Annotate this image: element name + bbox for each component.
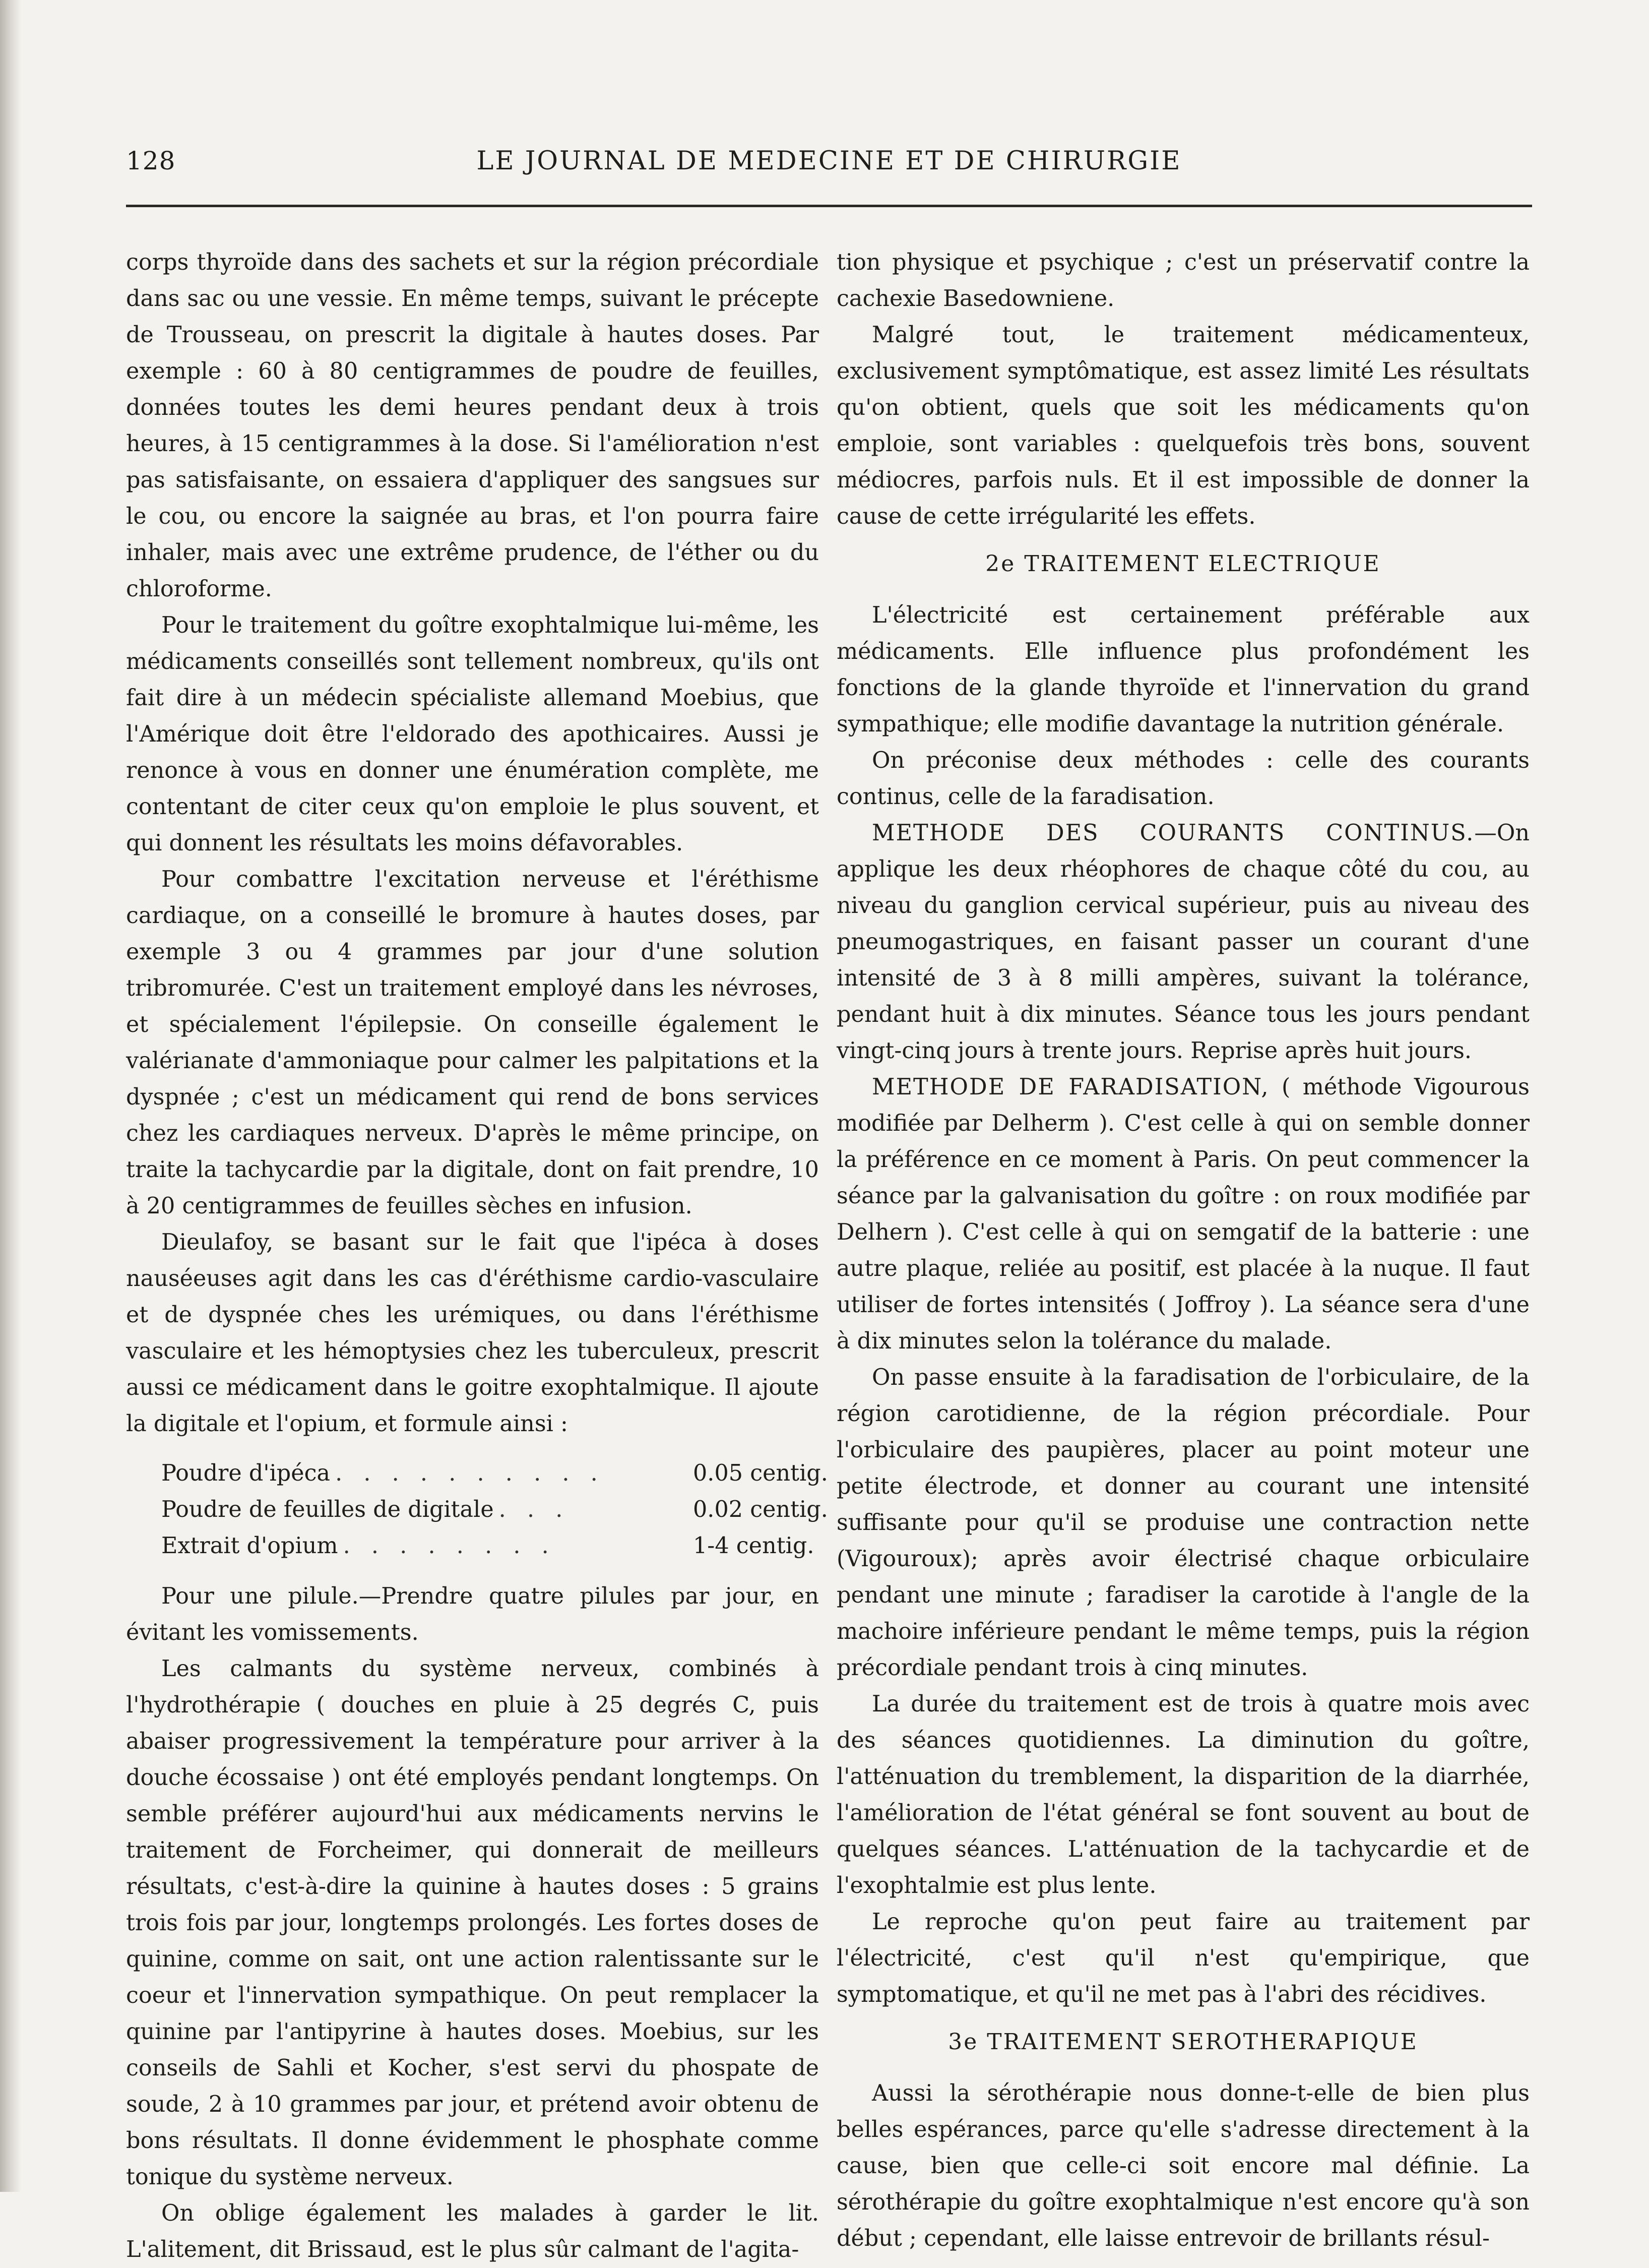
formula-line [126,1492,828,1528]
paragraph: On oblige également les malades à garder le lit. L'alitement, dit Brissaud, est le plus sûr calmant de l'agita- [126,2200,819,2262]
formula-ingredient: Poudre d'ipéca [161,1460,331,1486]
section-heading: 3e TRAITEMENT SEROTHERAPIQUE [948,2029,1418,2055]
paragraph: Le reproche qu'on peut faire au traitement par l'électricité, c'est qu'il n'est qu'empirique, que symptomatique, et qu'il ne met pas à l'abri des récidives. [837,1909,1530,2007]
paragraph: tion physique et psychique ; c'est un préservatif contre la cachexie Basedowniene. [837,250,1530,312]
paragraph: On préconise deux méthodes : celle des courants continus, celle de la faradisation. [837,748,1530,810]
page-edge-shadow [0,0,21,2192]
paragraph: Malgré tout, le traitement médicamenteux, exclusivement symptômatique, est assez limité Les résultats qu'on obtient, quels que soit les médicaments qu'on emploie, sont variables : quelquefois très bons, souvent médiocres, parfois nuls. Et il est impossible de donner la cause de cette irrégularité les effets. [837,322,1530,529]
prescription-formula [126,1455,828,1564]
paragraph: Les calmants du système nerveux, combinés à l'hydrothérapie ( douches en pluie à 25 degrés C, puis abaiser progressivement la température pour arriver à la douche écossaise ) ont été employés pendant longtemps. On semble préférer aujourd'hui aux médicaments nervins le traitement de Forcheimer, qui donnerait de meilleurs résultats, c'est-à-dire la quinine à hautes doses : 5 grains trois fois par jour, longtemps prolongés. Les fortes doses de quinine, comme on sait, ont une action ralentissante sur le coeur et l'innervation sympathique. On peut remplacer la quinine par l'antipyrine à hautes doses. Moebius, sur les conseils de Sahli et Kocher, s'est servi du phospate de soude, 2 à 10 grammes par jour, et prétend avoir obtenu de bons résultats. Il donne évidemment le phosphate comme tonique du système nerveux. [126,1656,819,2190]
paragraph [837,815,1530,1069]
paragraph: La durée du traitement est de trois à quatre mois avec des séances quotidiennes. La diminution du goître, l'atténuation du tremblement, la disparition de la diarrhée, l'amélioration de l'état général se font souvent au bout de quelques séances. L'atténuation de la tachycardie et de l'exophtalmie est plus lente. [837,1691,1530,1898]
formula-ingredient: Extrait d'opium [161,1533,338,1559]
formula-leader-dots: . . . . . . . . . . [335,1460,605,1486]
formula-leader-dots: . . . [498,1497,570,1522]
header-rule [126,205,1532,207]
paragraph: L'électricité est certainement préférable aux médicaments. Elle influence plus profondément les fonctions de la glande thyroïde et l'innervation du grand sympathique; elle modifie davantage la nutrition générale. [837,602,1530,737]
paragraph: corps thyroïde dans des sachets et sur la région précordiale dans sac ou une vessie. En même temps, suivant le précepte de Trousseau, on prescrit la digitale à hautes doses. Par exemple : 60 à 80 centigrammes de poudre de feuilles, données toutes les demi heures pendant deux à trois heures, à 15 centigrammes à la dose. Si l'amélioration n'est pas satisfaisante, on essaiera d'appliquer des sangsues sur le cou, ou encore la saignée au bras, et l'on pourra faire inhaler, mais avec une extrême prudence, de l'éther ou du chloroforme. [126,250,819,602]
running-title: LE JOURNAL DE MEDECINE ET DE CHIRURGIE [476,146,1182,176]
paragraph: Pour combattre l'excitation nerveuse et l'éréthisme cardiaque, on a conseillé le bromure à hautes doses, par exemple 3 ou 4 grammes par jour d'une solution tribromurée. C'est un traitement employé dans les névroses, et spécialement l'épilepsie. On conseille également le valérianate d'ammoniaque pour calmer les palpitations et la dyspnée ; c'est un médicament qui rend de bons services chez les cardiaques nerveux. D'après le même principe, on traite la tachycardie par la digitale, dont on fait prendre, 10 à 20 centigrammes de feuilles sèches en infusion. [126,867,819,1219]
paragraph: Pour une pilule.—Prendre quatre pilules par jour, en évitant les vomissements. [126,1583,819,1645]
paragraph: Pour le traitement du goître exophtalmique lui-même, les médicaments conseillés sont tellement nombreux, qu'ils ont fait dire à un médecin spécialiste allemand Moebius, que l'Amérique doit être l'eldorado des apothicaires. Aussi je renonce à vous en donner une énumération complète, me contentant de citer ceux qu'on emploie le plus souvent, et qui donnent les résultats les moins défavorables. [126,612,819,856]
paragraph-text: ( méthode Vigourous modifiée par Delherm ). C'est celle à qui on semble donner la préférence en ce moment à Paris. On peut commencer la séance par la galvanisation du goître : on roux modifiée par Delhern ). C'est celle à qui on semgatif de la batterie : une autre plaque, reliée au positif, est placée à la nuque. Il faut utiliser de fortes intensités ( Joffroy ). La séance sera d'une à dix minutes selon la tolérance du malade. [837,1074,1530,1354]
formula-leader-dots: . . . . . . . . [343,1533,556,1559]
paragraph: Aussi la sérothérapie nous donne-t-elle de bien plus belles espérances, parce qu'elle s'adresse directement à la cause, bien que celle-ci soit encore mal définie. La sérothérapie du goître exophtalmique n'est encore qu'à son début ; cependant, elle laisse entrevoir de brillants résul- [837,2080,1530,2251]
formula-dose: 1-4 centig. [693,1533,814,1559]
left-column [126,244,828,2262]
paragraph-text: —On applique les deux rhéophores de chaque côté du cou, au niveau du ganglion cervical supérieur, puis au niveau des pneumogastriques, en faisant passer un courant d'une intensité de 3 à 8 milli ampères, suivant la tolérance, pendant huit à dix minutes. Séance tous les jours pendant vingt-cinq jours à trente jours. Reprise après huit jours. [837,820,1530,1064]
section-heading: 2e TRAITEMENT ELECTRIQUE [985,551,1381,577]
formula-ingredient: Poudre de feuilles de digitale [161,1497,494,1522]
right-column [837,244,1530,2251]
formula-dose: 0.05 centig. [693,1460,828,1486]
paragraph: On passe ensuite à la faradisation de l'orbiculaire, de la région carotidienne, de la région précordiale. Pour l'orbiculaire des paupières, placer au point moteur une petite électrode, et donner au courant une intensité suffisante pour qu'il se produise une contraction nette (Vigouroux); après avoir électrisé chaque orbiculaire pendant une minute ; faradiser la carotide à l'angle de la machoire inférieure pendant le même temps, puis la région précordiale pendant trois à cinq minutes. [837,1365,1530,1681]
method-title: METHODE DES COURANTS CONTINUS. [872,820,1475,846]
formula-dose: 0.02 centig. [693,1497,828,1522]
paragraph [837,1069,1530,1360]
page-header [126,146,1532,187]
formula-line [126,1528,819,1564]
page-number: 128 [126,146,176,175]
paragraph: Dieulafoy, se basant sur le fait que l'ipéca à doses nauséeuses agit dans les cas d'éréthisme cardio-vasculaire et de dyspnée ches les urémiques, ou dans l'éréthisme vasculaire et les hémoptysies chez les tuberculeux, prescrit aussi ce médicament dans le goitre exophtalmique. Il ajoute la digitale et l'opium, et formule ainsi : [126,1230,819,1437]
formula-line [126,1455,828,1492]
method-title: METHODE DE FARADISATION, [872,1074,1270,1100]
